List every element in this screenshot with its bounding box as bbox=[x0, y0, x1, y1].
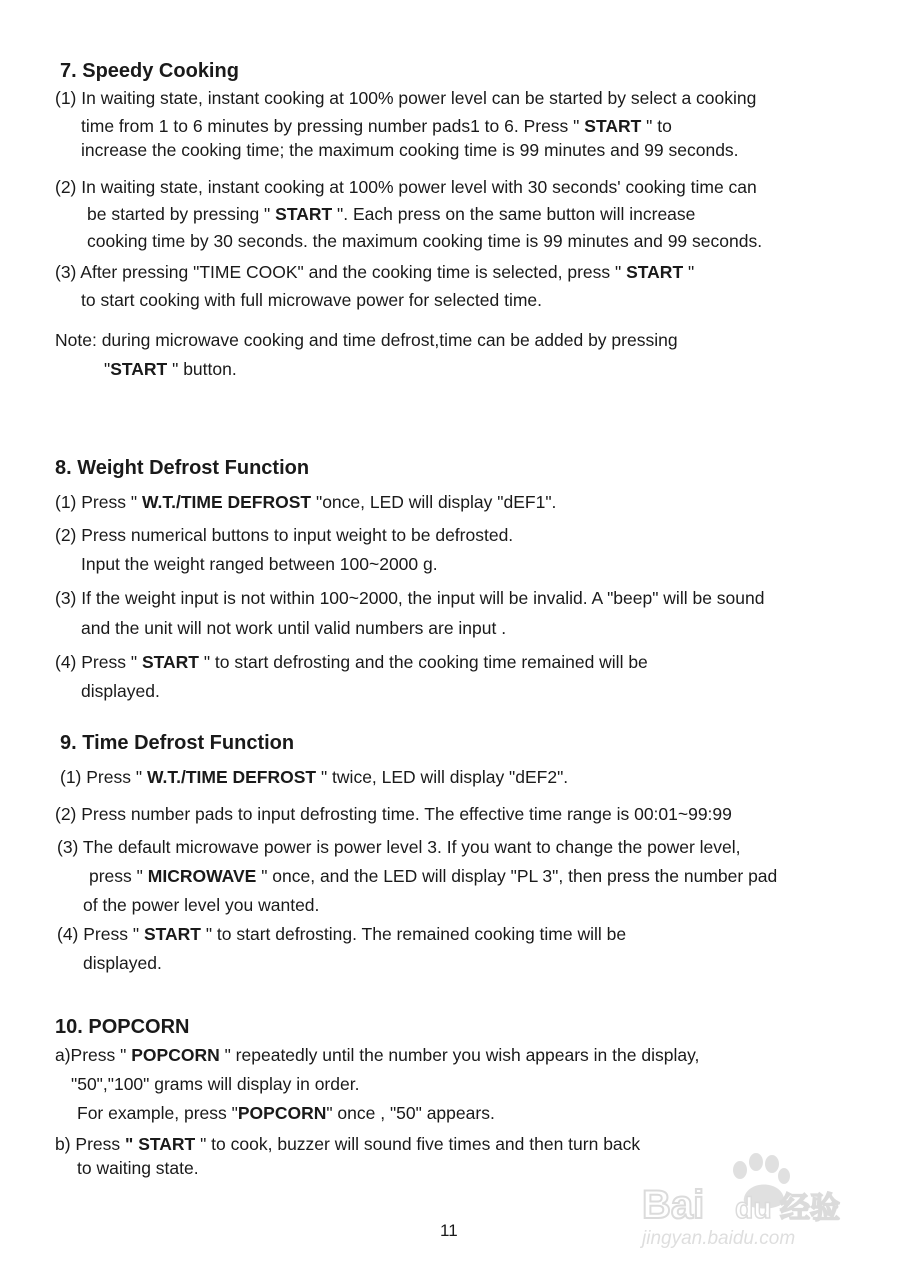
paragraph-line: "50","100" grams will display in order. bbox=[71, 1074, 360, 1094]
paragraph-line: (1) In waiting state, instant cooking at 100% power level can be started by select a cooking bbox=[55, 88, 757, 108]
section-heading-weight-defrost: 8. Weight Defrost Function bbox=[55, 457, 310, 479]
microwave-button-ref: MICROWAVE bbox=[147, 866, 257, 886]
section-heading-popcorn: 10. POPCORN bbox=[55, 1016, 190, 1038]
paragraph-line: (3) The default microwave power is power level 3. If you want to change the power level, bbox=[57, 837, 741, 857]
paragraph-line: displayed. bbox=[83, 953, 162, 973]
paragraph-line: press " MICROWAVE " once, and the LED will display "PL 3", then press the number pad bbox=[89, 866, 778, 886]
paragraph-line: to waiting state. bbox=[77, 1158, 199, 1178]
paragraph-line: (3) If the weight input is not within 100~2000, the input will be invalid. A "beep" will be sound bbox=[55, 588, 765, 608]
paragraph-line: be started by pressing " START ". Each press on the same button will increase bbox=[87, 204, 696, 224]
paragraph-line: of the power level you wanted. bbox=[83, 895, 320, 915]
section-heading-time-defrost: 9. Time Defrost Function bbox=[60, 732, 295, 754]
paragraph-line: a)Press " POPCORN " repeatedly until the number you wish appears in the display, bbox=[55, 1045, 700, 1065]
paragraph-line: and the unit will not work until valid numbers are input . bbox=[81, 618, 507, 638]
paragraph-line: cooking time by 30 seconds. the maximum cooking time is 99 minutes and 99 seconds. bbox=[87, 231, 763, 251]
note-line: "START " button. bbox=[104, 359, 237, 379]
svg-text:du: du bbox=[735, 1192, 772, 1225]
svg-text:经验: 经验 bbox=[780, 1191, 840, 1226]
paragraph-line: (1) Press " W.T./TIME DEFROST "once, LED will display "dEF1". bbox=[55, 492, 557, 512]
start-button-ref: START bbox=[110, 359, 168, 379]
start-button-ref: START bbox=[141, 652, 199, 672]
paragraph-line: (4) Press " START " to start defrosting. The remained cooking time will be bbox=[57, 924, 627, 944]
paragraph-line: For example, press "POPCORN" once , "50" appears. bbox=[77, 1103, 495, 1123]
baidu-jingyan-watermark bbox=[640, 1140, 855, 1250]
paragraph-line: to start cooking with full microwave power for selected time. bbox=[81, 290, 543, 310]
start-button-ref: START bbox=[275, 204, 333, 224]
paragraph-line: (3) After pressing "TIME COOK" and the cooking time is selected, press " START " bbox=[55, 262, 695, 282]
paragraph-line: (2) Press number pads to input defrosting time. The effective time range is 00:01~99:99 bbox=[55, 804, 732, 824]
paragraph-line: (4) Press " START " to start defrosting and the cooking time remained will be bbox=[55, 652, 648, 672]
paragraph-line: displayed. bbox=[81, 681, 160, 701]
paragraph-line: (2) Press numerical buttons to input weight to be defrosted. bbox=[55, 525, 514, 545]
svg-text:jingyan.baidu.com: jingyan.baidu.com bbox=[642, 1228, 796, 1249]
start-button-ref: " START bbox=[125, 1134, 196, 1154]
page-number: 11 bbox=[440, 1221, 458, 1240]
paragraph-line: (1) Press " W.T./TIME DEFROST " twice, LED will display "dEF2". bbox=[60, 767, 569, 787]
svg-text:Bai: Bai bbox=[642, 1183, 705, 1227]
paragraph-line: b) Press " START " to cook, buzzer will sound five times and then turn back bbox=[55, 1134, 641, 1154]
popcorn-button-ref: POPCORN bbox=[237, 1103, 327, 1123]
paragraph-line: Input the weight ranged between 100~2000 g. bbox=[81, 554, 438, 574]
paragraph-line: (2) In waiting state, instant cooking at 100% power level with 30 seconds' cooking time can bbox=[55, 177, 757, 197]
start-button-ref: START bbox=[584, 116, 642, 136]
wt-time-defrost-button-ref: W.T./TIME DEFROST bbox=[146, 767, 317, 787]
popcorn-button-ref: POPCORN bbox=[131, 1045, 220, 1065]
start-button-ref: START bbox=[626, 262, 684, 282]
start-button-ref: START bbox=[143, 924, 201, 944]
section-heading-speedy-cooking: 7. Speedy Cooking bbox=[60, 60, 239, 82]
wt-time-defrost-button-ref: W.T./TIME DEFROST bbox=[141, 492, 312, 512]
paragraph-line: increase the cooking time; the maximum cooking time is 99 minutes and 99 seconds. bbox=[81, 140, 739, 160]
paragraph-line: time from 1 to 6 minutes by pressing number pads1 to 6. Press " START " to bbox=[81, 116, 672, 136]
note-line: Note: during microwave cooking and time defrost,time can be added by pressing bbox=[55, 330, 678, 350]
